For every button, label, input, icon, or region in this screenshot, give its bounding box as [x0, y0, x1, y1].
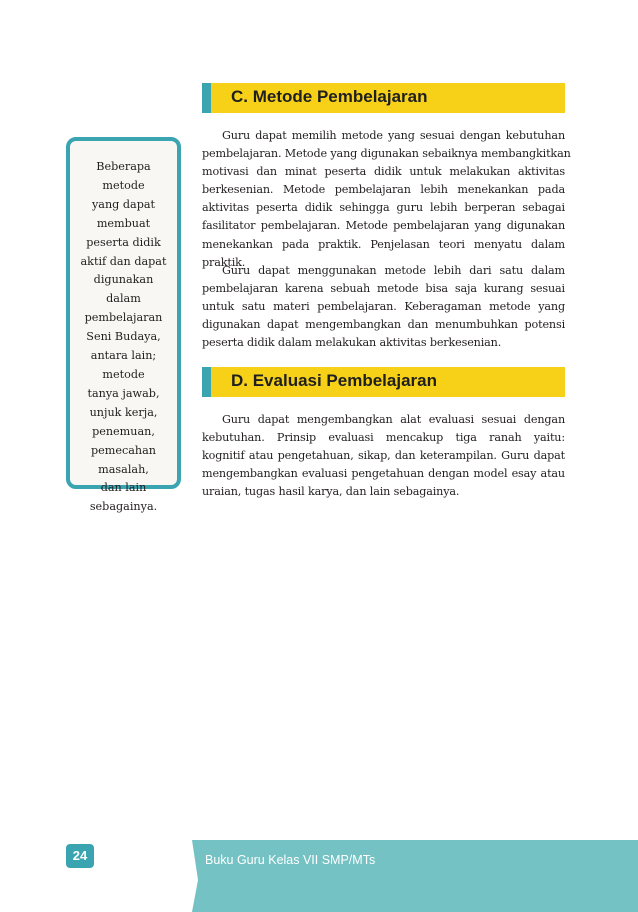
text-line: uraian, tugas hasil karya, dan lain sebagainya. — [202, 485, 460, 499]
sidebar-line: metode — [102, 367, 145, 381]
sidebar-line: digunakan — [93, 273, 154, 287]
sidebar-line: Beberapa — [96, 160, 151, 173]
sidebar-line: sebagainya. — [89, 500, 158, 514]
text-line: digunakan dapat mengembangkan dan menumbuhkan potensi — [202, 318, 565, 332]
section-c-heading: C. Metode Pembelajaran — [231, 87, 428, 106]
text-line: kognitif atau pengetahuan, sikap, dan keterampilan. Guru dapat — [202, 449, 565, 463]
sidebar-line: Seni Budaya, — [86, 330, 161, 344]
text-line: Guru dapat mengembangkan alat evaluasi sesuai dengan — [222, 413, 565, 426]
text-line: peserta didik dalam melakukan aktivitas berkesenian. — [202, 336, 502, 350]
sidebar-line: penemuan, — [92, 424, 155, 438]
text-line: pembelajaran. Metode yang digunakan sebaiknya membangkitkan — [202, 147, 571, 161]
sidebar-line: pemecahan — [90, 443, 157, 457]
text-line: mengembangkan evaluasi pengetahuan dengan model esay atau — [202, 467, 565, 481]
heading-notch — [202, 83, 211, 113]
section-c-paragraph-2 — [202, 262, 565, 352]
text-line: Guru dapat menggunakan metode lebih dari satu dalam — [222, 264, 565, 277]
sidebar-callout-text — [70, 158, 177, 517]
sidebar-line: antara lain; — [90, 349, 157, 363]
text-line: Guru dapat memilih metode yang sesuai dengan kebutuhan — [222, 129, 565, 142]
text-line: fasilitator pembelajaran. Metode pembelajaran yang digunakan — [202, 219, 565, 233]
text-line: praktik. — [202, 255, 246, 269]
text-line: kebutuhan. Prinsip evaluasi mencakup tiga ranah yaitu: — [202, 431, 565, 445]
sidebar-line: membuat — [96, 216, 151, 230]
sidebar-line: yang dapat — [91, 197, 156, 211]
text-line: pembelajaran karena sebuah metode bisa saja kurang sesuai — [202, 282, 565, 296]
sidebar-callout-box — [66, 137, 181, 514]
sidebar-line: metode — [102, 178, 145, 192]
sidebar-line: dan lain — [100, 481, 147, 495]
page-number: 24 — [66, 844, 94, 868]
section-d-heading: D. Evaluasi Pembelajaran — [231, 371, 437, 390]
text-line: untuk satu materi pembelajaran. Keberagaman metode yang — [202, 300, 565, 314]
sidebar-line: peserta didik — [86, 235, 161, 249]
sidebar-line: unjuk kerja, — [89, 405, 158, 419]
sidebar-line: aktif dan dapat — [80, 254, 167, 268]
sidebar-line: dalam — [106, 292, 141, 306]
footer-band — [178, 840, 638, 912]
section-c-paragraph-1 — [202, 127, 571, 272]
text-line: berkesenian. Metode pembelajaran lebih menekankan pada — [202, 183, 565, 197]
footer-book-title: Buku Guru Kelas VII SMP/MTs — [205, 853, 376, 867]
text-line: motivasi dan minat peserta didik untuk melakukan aktivitas — [202, 165, 565, 179]
section-c-heading-bar — [202, 83, 565, 113]
sidebar-line: tanya jawab, — [87, 386, 160, 400]
heading-notch — [202, 367, 211, 397]
sidebar-line: masalah, — [98, 462, 149, 476]
section-d-heading-bar — [202, 367, 565, 397]
text-line: aktivitas peserta didik sehingga guru lebih berperan sebagai — [202, 201, 565, 215]
sidebar-line: pembelajaran — [84, 311, 163, 325]
section-d-paragraph-1 — [202, 411, 565, 501]
text-line: menekankan pada praktik. Penjelasan teori menyatu dalam — [202, 237, 565, 251]
